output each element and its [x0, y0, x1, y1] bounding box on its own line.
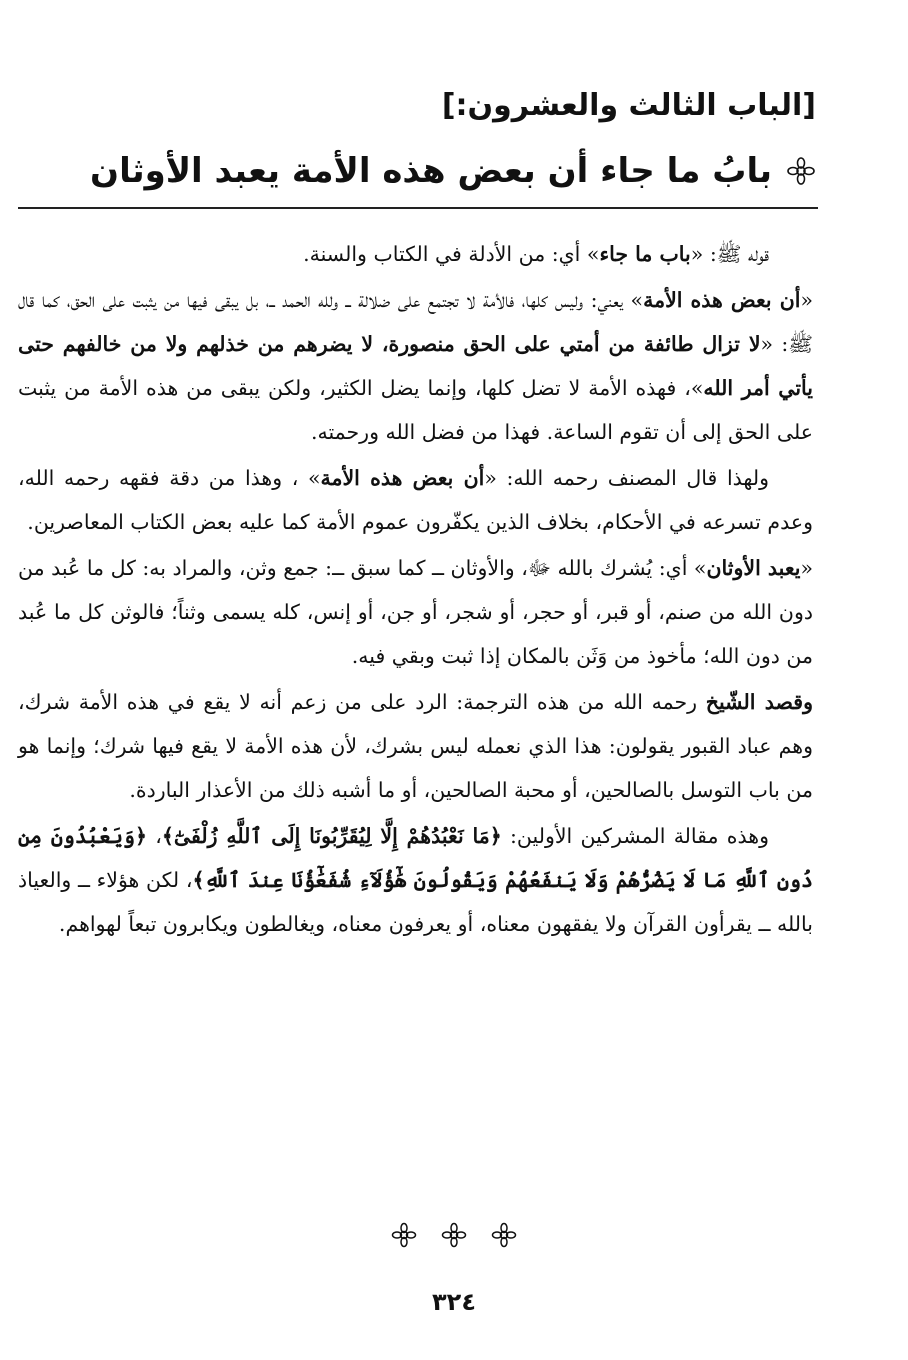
- paragraph-text: ولهذا قال المصنف رحمه الله: «: [484, 466, 769, 490]
- paragraph: [18, 680, 813, 812]
- emphasized-text: أن بعض هذه الأمة: [643, 288, 801, 312]
- paragraph-text: «: [800, 288, 813, 312]
- paragraph: [18, 278, 813, 454]
- paragraph-text: » ، وهذا من دقة فقهه رحمه الله، وعدم تسرعه في الأحكام، بخلاف الذين يكفّرون عموم الأمة كما عليه بعض الكتاب المعاصرين.: [18, 466, 813, 534]
- paragraph: [18, 456, 813, 544]
- emphasized-text: ﴿مَا نَعْبُدُهُمْ إِلَّا لِيُقَرِّبُونَا إِلَى ٱللَّهِ زُلْفَىٰٓ﴾: [161, 824, 502, 848]
- paragraph-text: » يعني: وليس كلها، فالأمة لا تجتمع على ضلالة ــ ولله الحمد ــ، بل يبقى فيها من يثبت على الحق، كما قال ﷺ: «: [18, 288, 813, 356]
- paragraph: [18, 814, 813, 946]
- paragraph-text: ، لكن هؤلاء ــ والعياذ بالله ــ يقرأون القرآن ولا يفقهون معناه، أو يعرفون معناه، ويغالطون ويكابرون تبعاً لهواهم.: [18, 868, 813, 936]
- paragraph: [18, 546, 813, 678]
- title-divider: [18, 207, 818, 209]
- emphasized-text: أن بعض هذه الأمة: [320, 466, 485, 490]
- paragraph-text: قوله ﷺ: «: [690, 242, 769, 266]
- chapter-label: [الباب الثالث والعشرون:]: [441, 88, 816, 123]
- ornament-flower-icon: [441, 1222, 467, 1254]
- paragraph-text: «: [800, 556, 813, 580]
- flower-ornament-icon: [786, 150, 816, 180]
- paragraph-text: » أي: يُشرك بالله ﷻ، والأوثان ــ كما سبق ــ: جمع وثن، والمراد به: كل ما عُبد من دون الله من صنم، أو قبر، أو حجر، أو شجر، أو جن، أو إنس، كله يسمى وثناً؛ فالوثن كل ما عُبد من دون الله؛ مأخوذ من وَثَن بالمكان إذا ثبت وبقي فيه.: [18, 556, 813, 668]
- ornament-flower-icon: [391, 1222, 417, 1254]
- paragraph-text: » أي: من الأدلة في الكتاب والسنة.: [303, 242, 600, 266]
- emphasized-text: لا تزال طائفة من أمتي على الحق منصورة، لا يضرهم من خذلهم ولا من خالفهم حتى يأتي أمر الله: [18, 332, 813, 400]
- ornament-flower-icon: [491, 1222, 517, 1254]
- emphasized-text: باب ما جاء: [599, 242, 691, 266]
- chapter-title-line: [90, 146, 816, 196]
- paragraph-text: رحمه الله من هذه الترجمة: الرد على من زعم أنه لا يقع في هذه الأمة شرك، وهم عباد القبور يقولون: هذا الذي نعمله ليس بشرك، لأن هذه الأمة لا يقع فيها شرك؛ وإنما هو من باب التوسل بالصالحين، أو محبة الصالحين، أو ما أشبه ذلك من الأعذار الباردة.: [18, 690, 813, 802]
- emphasized-text: وقصد الشّيخ: [705, 690, 813, 714]
- body-text: [18, 232, 813, 948]
- emphasized-text: ﴿وَيَعْبُدُونَ مِن دُونِ ٱللَّهِ مَا لَا يَضُرُّهُمْ وَلَا يَنفَعُهُمْ وَيَقُولُونَ هَٰٓؤُلَآءِ شُفَعَٰٓؤُنَا عِندَ ٱللَّهِ﴾: [18, 824, 813, 892]
- paragraph: [18, 232, 813, 276]
- ornament-row: [0, 1222, 908, 1254]
- paragraph-text: »، فهذه الأمة لا تضل كلها، وإنما يضل الكثير، ولكن يبقى من هذه الأمة من يثبت على الحق إلى أن تقوم الساعة. فهذا من فضل الله ورحمته.: [18, 376, 813, 444]
- page-number: ٣٢٤: [432, 1288, 476, 1316]
- paragraph-text: ،: [147, 824, 162, 848]
- emphasized-text: يعبد الأوثان: [706, 556, 801, 580]
- chapter-title: بابُ ما جاء أن بعض هذه الأمة يعبد الأوثان: [90, 151, 772, 191]
- paragraph-text: وهذه مقالة المشركين الأولين:: [501, 824, 769, 848]
